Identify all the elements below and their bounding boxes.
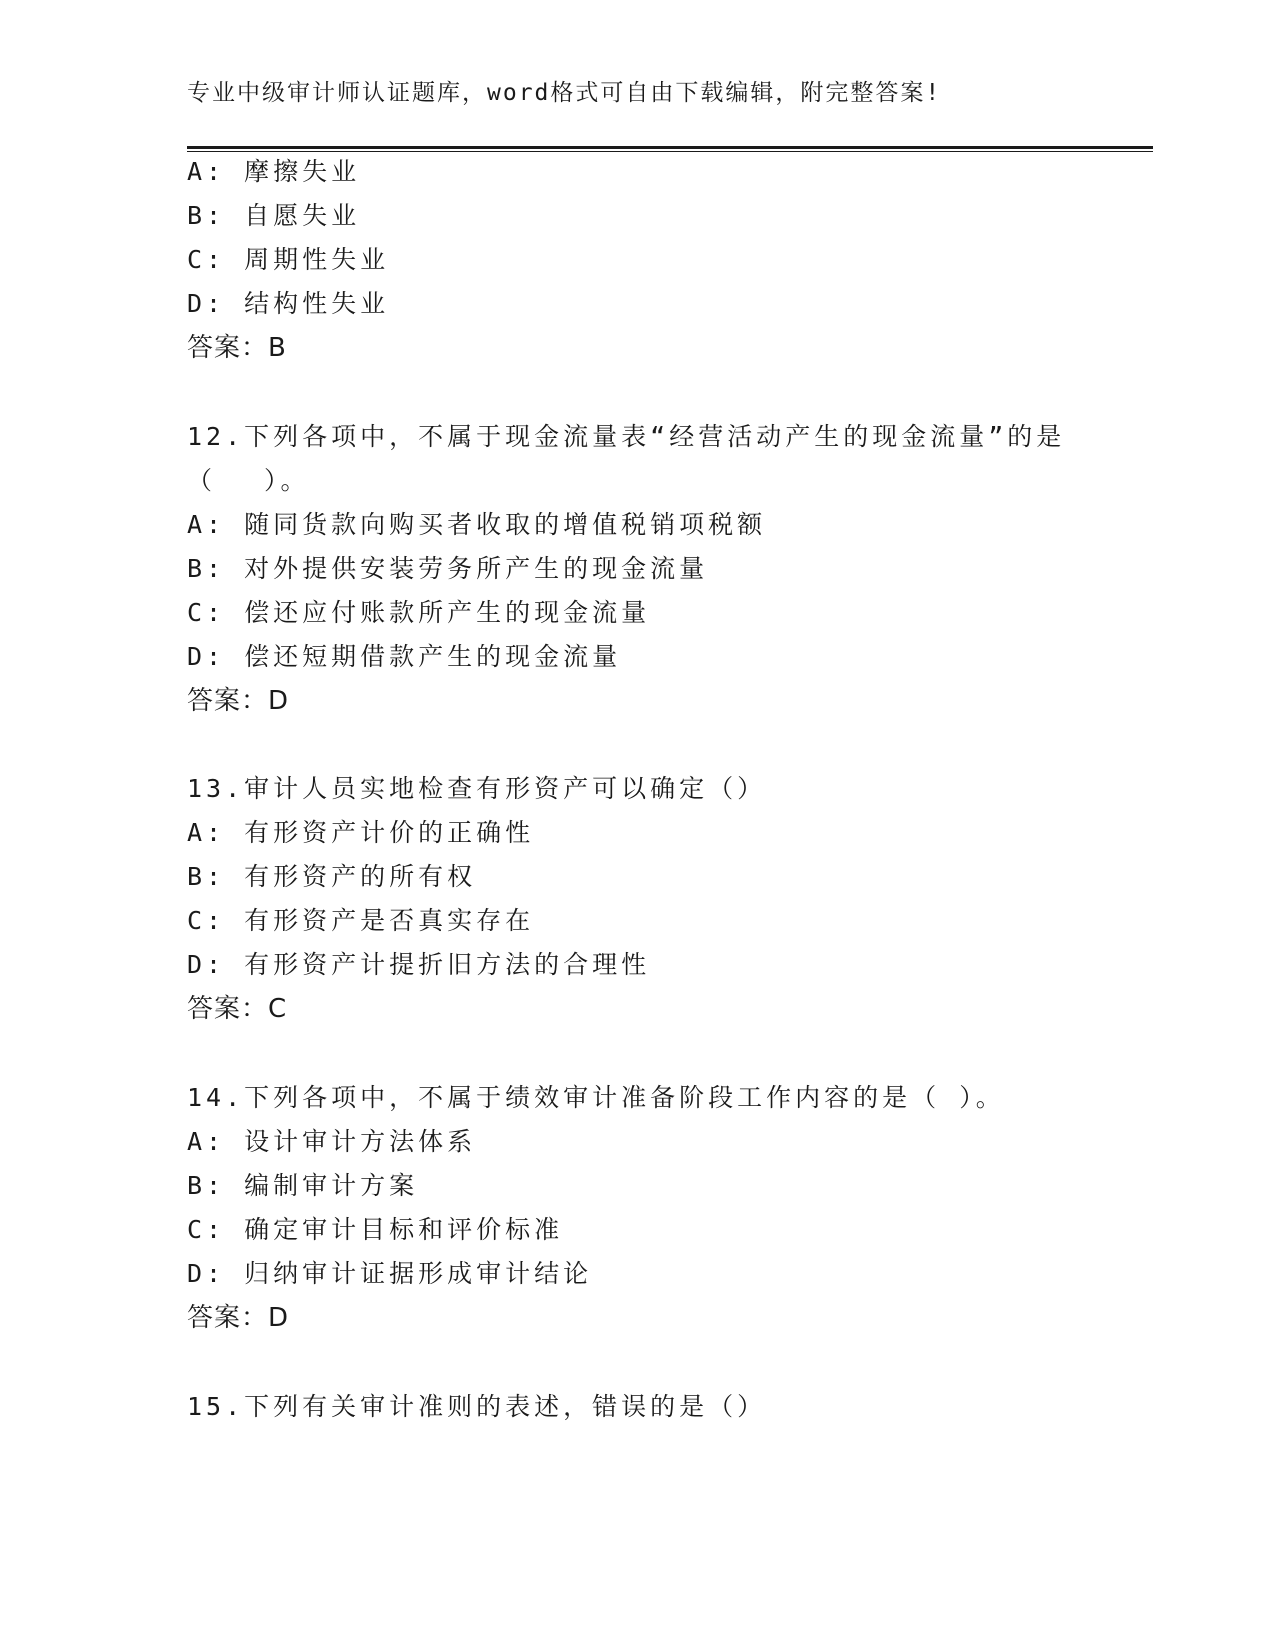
page-header: 专业中级审计师认证题库，word格式可自由下载编辑，附完整答案!	[187, 80, 942, 106]
q14-option-b: B: 编制审计方案	[187, 1171, 419, 1200]
q13-option-d: D: 有形资产计提折旧方法的合理性	[187, 950, 651, 979]
q14-option-d: D: 归纳审计证据形成审计结论	[187, 1259, 593, 1288]
q11-option-c: C: 周期性失业	[187, 245, 390, 274]
q11-option-d: D: 结构性失业	[187, 289, 390, 318]
q12-option-d: D: 偿还短期借款产生的现金流量	[187, 642, 622, 671]
header-rule-thick	[187, 146, 1153, 149]
q11-answer: 答案：B	[187, 333, 287, 363]
q14-option-c: C: 确定审计目标和评价标准	[187, 1215, 564, 1244]
header-rule-thin	[187, 151, 1153, 152]
q12-option-a: A: 随同货款向购买者收取的增值税销项税额	[187, 510, 767, 539]
q13-stem: 13.审计人员实地检查有形资产可以确定（）	[187, 774, 767, 803]
q12-stem-cont: （ ）。	[187, 466, 310, 495]
q13-answer: 答案：C	[187, 994, 288, 1024]
q14-answer: 答案：D	[187, 1303, 290, 1333]
q15-stem: 15.下列有关审计准则的表述，错误的是（）	[187, 1392, 767, 1421]
q12-option-c: C: 偿还应付账款所产生的现金流量	[187, 598, 651, 627]
q13-option-a: A: 有形资产计价的正确性	[187, 818, 535, 847]
q13-option-b: B: 有形资产的所有权	[187, 862, 477, 891]
q12-stem: 12.下列各项中，不属于现金流量表“经营活动产生的现金流量”的是	[187, 422, 1066, 451]
q14-stem: 14.下列各项中，不属于绩效审计准备阶段工作内容的是（ ）。	[187, 1083, 1005, 1112]
q11-option-b: B: 自愿失业	[187, 201, 361, 230]
q12-answer: 答案：D	[187, 686, 290, 716]
q14-option-a: A: 设计审计方法体系	[187, 1127, 477, 1156]
q11-option-a: A: 摩擦失业	[187, 157, 361, 186]
q13-option-c: C: 有形资产是否真实存在	[187, 906, 535, 935]
q12-option-b: B: 对外提供安装劳务所产生的现金流量	[187, 554, 709, 583]
